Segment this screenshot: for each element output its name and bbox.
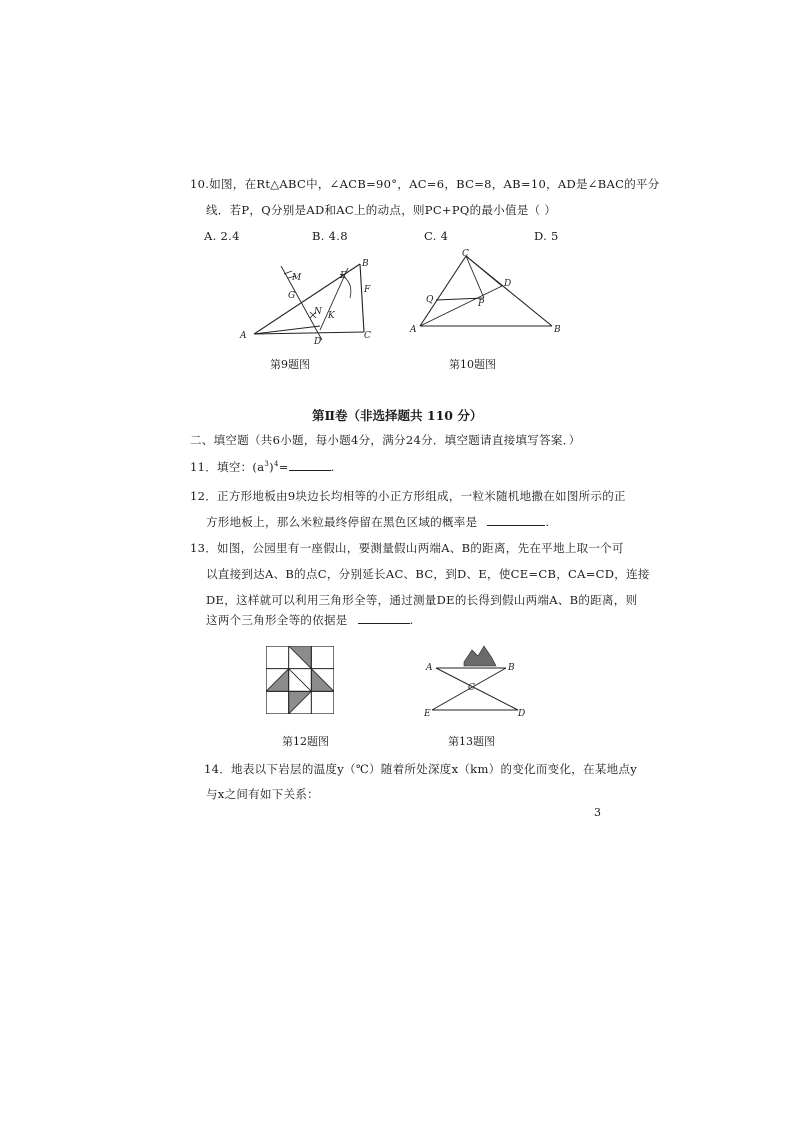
q12-line2-end: . xyxy=(545,515,550,529)
q11-answer-blank xyxy=(289,470,331,471)
fig9-label-a: A xyxy=(240,331,247,341)
q10-line2: 线．若P，Q分别是AD和AC上的动点，则PC+PQ的最小值是（ ） xyxy=(206,203,557,217)
fig13-label-a: A xyxy=(426,663,433,673)
fig9-label-k: K xyxy=(328,311,335,321)
q11-exp-inner: 3 xyxy=(264,460,270,469)
fig9-label-b: B xyxy=(362,259,369,269)
fig9-label-e: E xyxy=(340,271,347,281)
figure-12-caption: 第12题图 xyxy=(282,735,329,748)
q12-line1: 12．正方形地板由9块边长均相等的小正方形组成，一粒米随机地撒在如图所示的正 xyxy=(190,489,626,503)
fig9-label-c: C xyxy=(364,331,371,341)
q13-answer-blank xyxy=(358,623,410,624)
q14-line1: 14．地表以下岩层的温度y（℃）随着所处深度x（km）的变化而变化，在某地点y xyxy=(204,762,638,776)
page-number: 3 xyxy=(594,806,601,819)
section-2-title: 第Ⅱ卷（非选择题共 110 分） xyxy=(312,408,483,423)
q10-option-c: C. 4 xyxy=(424,229,449,243)
fig10-label-q: Q xyxy=(426,295,434,305)
q11-suffix: = xyxy=(278,460,289,474)
q11-exp-outer: 4 xyxy=(273,460,279,469)
q10-option-b: B. 4.8 xyxy=(312,229,348,243)
figure-10-diagram xyxy=(406,248,566,336)
figure-12-floor-grid xyxy=(266,646,334,714)
q10-line1: 10.如图，在Rt△ABC中，∠ACB=90°，AC=6，BC=8，AB=10，AD是∠BAC的平分 xyxy=(190,177,660,191)
q12-line2-prefix: 方形地板上，那么米粒最终停留在黑色区域的概率是 xyxy=(206,515,478,529)
fig9-label-f: F xyxy=(364,285,371,295)
q14-line2: 与x之间有如下关系： xyxy=(206,787,319,801)
fig9-label-m: M xyxy=(292,273,302,283)
q13-line1: 13．如图，公园里有一座假山，要测量假山两端A、B的距离，先在平地上取一个可 xyxy=(190,541,624,555)
q11-text xyxy=(190,459,335,475)
q13-line4-end: . xyxy=(409,613,414,627)
q13-line4-prefix: 这两个三角形全等的依据是 xyxy=(206,613,348,627)
rockery-illustration xyxy=(464,646,496,666)
section-2-instruction: 二、填空题（共6小题，每小题4分，满分24分．填空题请直接填写答案．） xyxy=(190,433,581,447)
q12-line2 xyxy=(206,514,549,530)
q12-answer-blank xyxy=(487,525,545,526)
fig10-label-b: B xyxy=(554,325,561,335)
fig9-label-n: N xyxy=(314,307,322,317)
figure-13-caption: 第13题图 xyxy=(448,735,495,748)
fig10-label-d: D xyxy=(504,279,512,289)
q13-line3: DE，这样就可以利用三角形全等，通过测量DE的长得到假山两端A、B的距离，则 xyxy=(206,593,638,607)
q10-option-d: D. 5 xyxy=(534,229,559,243)
figure-10-caption: 第10题图 xyxy=(449,358,496,371)
q13-line2: 以直接到达A、B的点C，分别延长AC、BC，到D、E，使CE=CB，CA=CD，连接 xyxy=(206,567,650,581)
fig13-label-e: E xyxy=(424,709,431,718)
q11-prefix: 11．填空：(a xyxy=(190,460,265,474)
q13-line4 xyxy=(206,612,414,628)
fig10-label-p: P xyxy=(478,299,485,309)
q11-mid: ) xyxy=(269,460,274,474)
figure-13-diagram xyxy=(422,640,530,718)
fig10-label-a: A xyxy=(410,325,417,335)
q10-option-a: A. 2.4 xyxy=(204,229,240,243)
fig10-label-c: C xyxy=(462,249,469,259)
fig9-label-g: G xyxy=(288,291,296,301)
fig13-label-c: C xyxy=(468,683,475,693)
fig13-label-d: D xyxy=(518,709,526,718)
q11-end: . xyxy=(330,460,335,474)
fig13-label-b: B xyxy=(508,663,515,673)
fig9-label-d: D xyxy=(314,337,322,347)
figure-9-diagram xyxy=(236,252,386,348)
figure-9-caption: 第9题图 xyxy=(270,358,310,371)
